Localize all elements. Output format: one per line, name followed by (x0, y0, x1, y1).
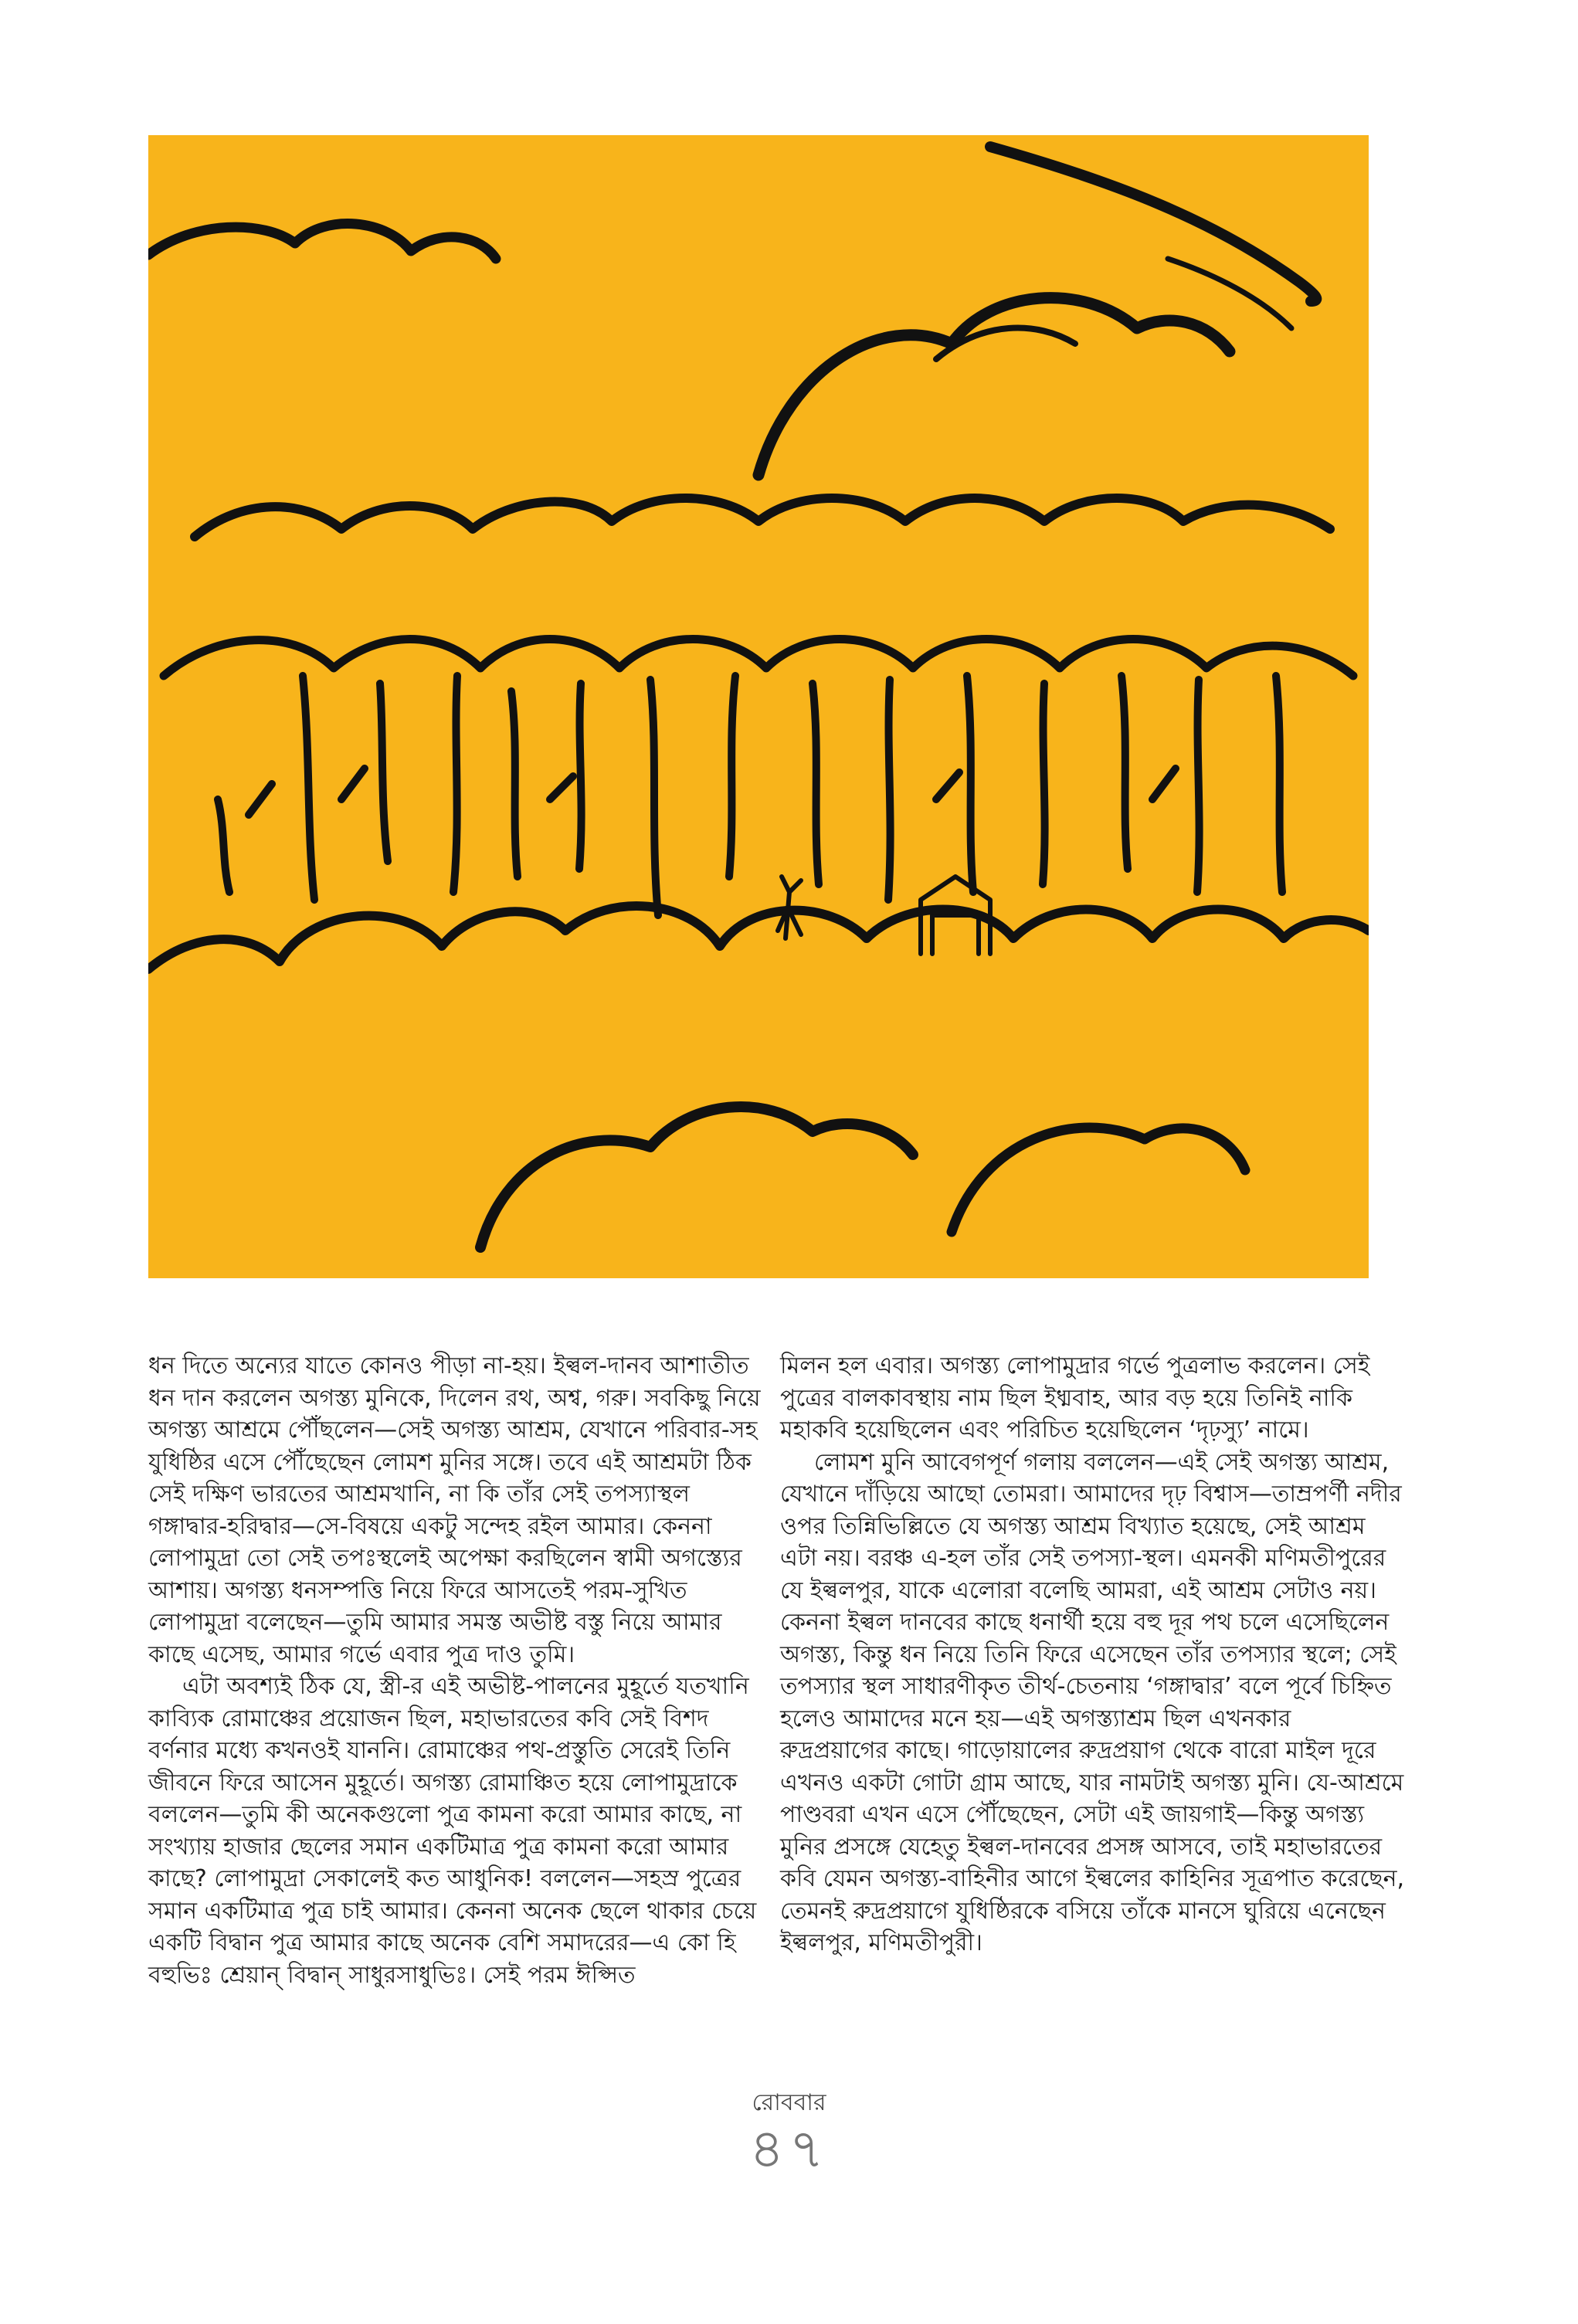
left-text-column (148, 1350, 774, 1991)
left-paragraph-1: ধন দিতে অন্যের যাতে কোনও পীড়া না-হয়। ইল্বল-দানব আশাতীত ধন দান করলেন অগস্ত্য মুনিকে, দিলেন রথ, অশ্ব, গরু। সবকিছু নিয়ে অগস্ত্য আশ্রমে পৌঁছলেন—সেই অগস্ত্য আশ্রম, যেখানে পরিবার-সহ যুধিষ্ঠির এসে পৌঁছেছেন লোমশ মুনির সঙ্গে। তবে এই আশ্রমটা ঠিক সেই দক্ষিণ ভারতের আশ্রমখানি, না কি তাঁর সেই তপস্যাস্থল গঙ্গাদ্বার-হরিদ্বার—সে-বিষয়ে একটু সন্দেহ রইল আমার। কেননা লোপামুদ্রা তো সেই তপঃস্থলেই অপেক্ষা করছিলেন স্বামী অগস্ত্যের আশায়। অগস্ত্য ধনসম্পত্তি নিয়ে ফিরে আসতেই পরম-সুখিত লোপামুদ্রা বলেছেন—তুমি আমার সমস্ত অভীষ্ট বস্তু নিয়ে আমার কাছে এসেছ, আমার গর্ভে এবার পুত্র দাও তুমি। (148, 1352, 761, 1668)
lower-cloud-outline (148, 906, 1369, 969)
middle-cloud-scallops (195, 498, 1330, 537)
top-sweep-stroke (990, 147, 1316, 301)
magazine-name: রোববার (752, 2089, 826, 2116)
left-paragraph-2: এটা অবশ্যই ঠিক যে, স্ত্রী-র এই অভীষ্ট-পালনের মুহূর্তে যতখানি কাব্যিক রোমাঞ্চের প্রয়োজন ছিল, মহাভারতের কবি সেই বিশদ বর্ণনার মধ্যে কখনওই যাননি। রোমাঞ্চের পথ-প্রস্তুতি সেরেই তিনি জীবনে ফিরে আসেন মুহূর্তে। অগস্ত্য রোমাঞ্চিত হয়ে লোপামুদ্রাকে বললেন—তুমি কী অনেকগুলো পুত্র কামনা করো আমার কাছে, না সংখ্যায় হাজার ছেলের সমান একটিমাত্র পুত্র কামনা করো আমার কাছে? লোপামুদ্রা সেকালেই কত আধুনিক! বললেন—সহস্র পুত্রের সমান একটিমাত্র পুত্র চাই আমার। কেননা অনেক ছেলে থাকার চেয়ে একটি বিদ্বান পুত্র আমার কাছে অনেক বেশি সমাদরের—এ কো হি বহুভিঃ শ্রেয়ান্ বিদ্বান্ সাধুরসাধুভিঃ। সেই পরম ঈপ্সিত (148, 1673, 757, 1989)
right-paragraph-1: মিলন হল এবার। অগস্ত্য লোপামুদ্রার গর্ভে পুত্রলাভ করলেন। সেই পুত্রের বালকাবস্থায় নাম ছিল ইধ্মবাহ, আর বড় হয়ে তিনিই নাকি মহাকবি হয়েছিলেন এবং পরিচিত হয়েছিলেন ‘দৃঢ়স্যু’ নামে। (780, 1352, 1370, 1444)
clouds-and-forest-illustration (148, 135, 1369, 1278)
bottom-cloud-arc-right (952, 1128, 1245, 1232)
cloud-scallops-row2 (164, 640, 1353, 677)
upper-cloud-outline (148, 224, 496, 259)
right-text-column (780, 1350, 1406, 1959)
right-paragraph-2: লোমশ মুনি আবেগপূর্ণ গলায় বললেন—এই সেই অগস্ত্য আশ্রম, যেখানে দাঁড়িয়ে আছো তোমরা। আমাদের দৃঢ় বিশ্বাস—তাম্রপর্ণী নদীর ওপর তিন্নিভিল্লিতে যে অগস্ত্য আশ্রম বিখ্যাত হয়েছে, সেই আশ্রম এটা নয়। বরঞ্চ এ-হল তাঁর সেই তপস্যা-স্থল। এমনকী মণিমতীপুরের যে ইল্বলপুর, যাকে এলোরা বলেছি আমরা, এই আশ্রম সেটাও নয়। কেননা ইল্বল দানবের কাছে ধনার্থী হয়ে বহু দূর পথ চলে এসেছিলেন অগস্ত্য, কিন্তু ধন নিয়ে তিনি ফিরে এসেছেন তাঁর তপস্যার স্থলে; সেই তপস্যার স্থল সাধারণীকৃত তীর্থ-চেতনায় ‘গঙ্গাদ্বার’ বলে পূর্বে চিহ্নিত হলেও আমাদের মনে হয়—এই অগস্ত্যাশ্রম ছিল এখনকার রুদ্রপ্রয়াগের কাছে। গাড়োয়ালের রুদ্রপ্রয়াগ থেকে বারো মাইল দূরে এখনও একটা গোটা গ্রাম আছে, যার নামটাই অগস্ত্য মুনি। যে-আশ্রমে পাণ্ডবরা এখন এসে পৌঁছেছেন, সেটা এই জায়গাই—কিন্তু অগস্ত্য মুনির প্রসঙ্গে যেহেতু ইল্বল-দানবের প্রসঙ্গ আসবে, তাই মহাভারতের কবি যেমন অগস্ত্য-বাহিনীর আগে ইল্বলের কাহিনির সূত্রপাত করেছেন, তেমনই রুদ্রপ্রয়াগে যুধিষ্ঠিরকে বসিয়ে তাঁকে মানসে ঘুরিয়ে এনেছেন ইল্বলপুর, মণিমতীপুরী। (780, 1448, 1405, 1956)
page-number: ৪৭ (749, 2117, 829, 2180)
bottom-cloud-arc (480, 1107, 913, 1247)
right-cloud-arc (758, 298, 1230, 475)
ink-drawing (148, 135, 1369, 1278)
forest-strokes (218, 676, 1282, 915)
